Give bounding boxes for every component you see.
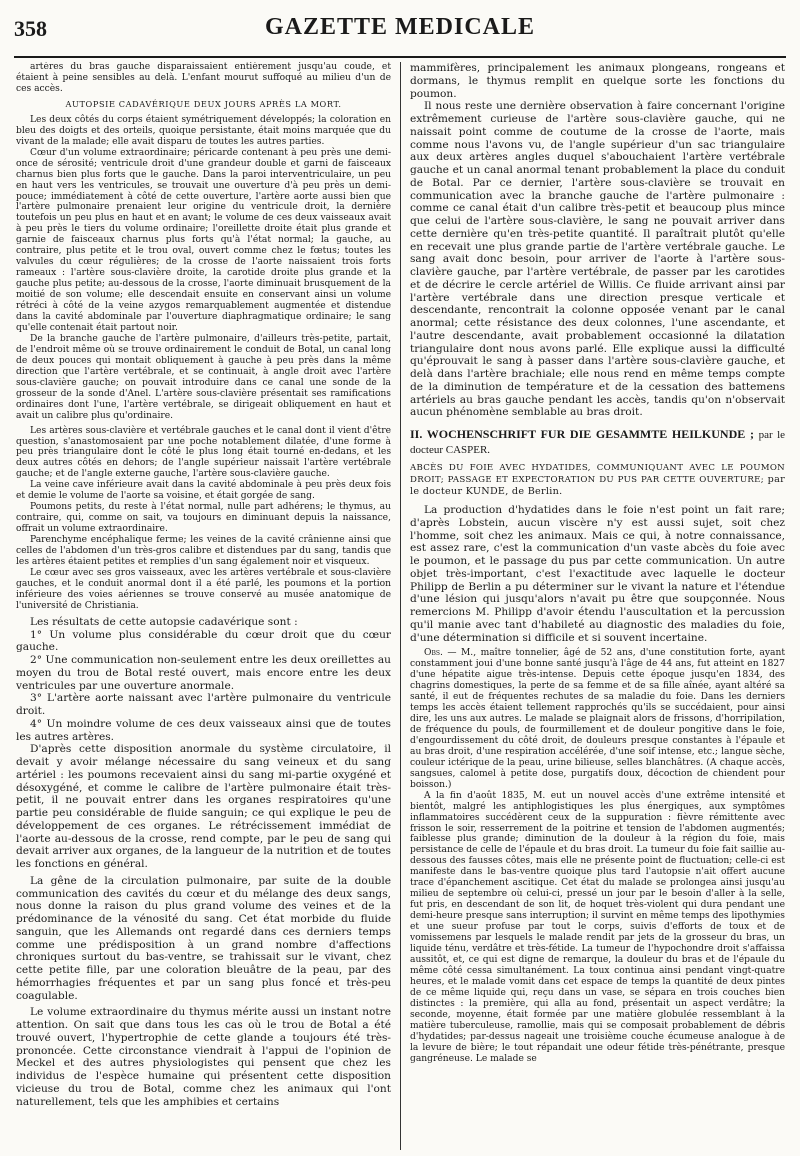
autopsy-paragraph: La veine cave inférieure avait dans la cavité abdominale à peu près deux fois et demie le volume de l'aorte sa voisine, et était gorgée de sang. [16, 480, 391, 502]
intro-paragraph: artères du bras gauche disparaissaient entièrement jusqu'au coude, et étaient à peine sensibles au delà. L'enfant mourut suffoqué au milieu d'un de ces accès. [16, 62, 391, 94]
autopsy-paragraph: Les artères sous-clavière et vertébrale gauches et le canal dont il vient d'être question, s'anastomosaient par une poche notablement dilatée, d'une forme à peu près triangulaire dont le côté le plus long était tourné en-dedans, et les deux autres côtés en dehors; de l'angle supérieur naissait l'artère vertébrale gauche; et de l'angle externe gauche, l'artère sous-clavière gauche. [16, 425, 391, 480]
section-title: II. WOCHENSCHRIFT FUR DIE GESAMMTE HEILKUNDE ; [410, 427, 754, 441]
autopsy-paragraph: Cœur d'un volume extraordinaire; péricarde contenant à peu près une demi-once de sérosité; ventricule droit d'une grandeur double et garni de faisceaux charnus bien plus forts que le gauche. Dans la paroi interventriculaire, un peu en haut vers les ventricules, se trouvait une ouverture d'à peu près un demi-pouce; immédiatement à côté de cette ouverture, l'artère aorte aussi bien que l'artère pulmonaire prenaient leur origine du ventricule droit, la dernière toutefois un peu plus en haut et en avant; le volume de ces deux vaisseaux avait à peu près le tiers du volume ordinaire; l'oreillette droite était plus grande et garnie de faisceaux charnus plus forts qu'à l'état normal; la gauche, au contraire, plus petite et le trou oval, ouvert comme chez le fœtus; toutes les valvules du cœur régulières; de la crosse de l'aorte naissaient trois forts rameaux : l'artère sous-clavière droite, la carotide droite plus grande et la gauche plus petite; au-dessous de la crosse, l'aorte diminuait brusquement de la moitié de son volume; elle descendait ensuite en conservant ainsi un volume rétréci à côté de la veine azygos remarquablement augmentée et distendue dans la cavité abdominale par l'ouverture diaphragmatique ordinaire; le sang qu'elle contenait était partout noir. [16, 147, 391, 333]
header-rule [14, 56, 786, 58]
right-column [410, 62, 785, 1150]
column-divider [400, 62, 401, 1150]
results-intro: Les résultats de cette autopsie cadavérique sont : [30, 615, 298, 628]
autopsy-paragraph: Parenchyme encéphalique ferme; les veines de la cavité crânienne ainsi que celles de l'abdomen d'un très-gros calibre et distendues par du sang, tandis que les artères étaient petites et remplies d'un sang également noir et visqueux. [16, 535, 391, 567]
autopsy-paragraph: Le cœur avec ses gros vaisseaux, avec les artères vertébrale et sous-clavière gauches, et le conduit anormal dont il a été parlé, les poumons et la portion inférieure des voies aériennes se trouve conservé au musée anatomique de l'université de Christiania. [16, 567, 391, 611]
article-intro-paragraph: La production d'hydatides dans le foie n'est point un fait rare; d'après Lobstein, aucun viscère n'y est aussi sujet, soit chez l'homme, soit chez les animaux. Mais ce qui, à notre connaissance, est assez rare, c'est la communication d'un vaste abcès du foie avec le poumon, et le passage du pus par cette communication. Un autre objet très-important, c'est l'exactitude avec laquelle le docteur Philipp de Berlin a pu déterminer sur le vivant la nature et l'étendue d'une lésion qui jusqu'alors n'avait pu être que soupçonnée. Nous remercions M. Philipp d'avoir étendu l'auscultation et la percussion qu'il manie avec tant d'habileté au diagnostic des maladies du foie, d'une détermination si difficile et si souvent incertaine. [410, 504, 785, 644]
autopsy-paragraph: Les deux côtés du corps étaient symétriquement développés; la coloration en bleu des doigts et des orteils, quoique persistante, était moins marquée que du vivant de la malade; elle avait disparu de toutes les autres parties. [16, 114, 391, 147]
discussion-paragraph: La gêne de la circulation pulmonaire, par suite de la double communication des cavités du cœur et du mélange des deux sangs, nous donne la raison du plus grand volume des veines et de la prédominance de la vénosité du sang. Cet état morbide du fluide sanguin, que les Allemands ont regardé dans ces derniers temps comme une prédisposition à un grand nombre d'affections chroniques surtout du bas-ventre, se trahissait sur le vivant, chez cette petite fille, par une coloration bleuâtre de la peau, par des hémorrhagies fréquentes et par un sang plus foncé et très-peu coagulable. [16, 874, 391, 1002]
left-column [16, 62, 391, 1150]
autopsy-paragraph: De la branche gauche de l'artère pulmonaire, d'ailleurs très-petite, partait, de l'endroit même où se trouve ordinairement le conduit de Botal, un canal long de deux pouces qui montait obliquement à gauche à peu près dans la même direction que l'artère vertébrale, et se continuait, à angle droit avec l'artère sous-clavière gauche; on pouvait introduire dans ce canal une sonde de la grosseur de la sonde d'Anel. L'artère sous-clavière présentait ses ramifications ordinaires dont l'une, l'artère vertébrale, se dirigeait obliquement en haut et avait un calibre plus qu'ordinaire. [16, 333, 391, 421]
autopsy-paragraph: Poumons petits, du reste à l'état normal, nulle part adhérens; le thymus, au contraire, qui, comme on sait, va toujours en diminuant depuis la naissance, offrait un volume extraordinaire. [16, 502, 391, 535]
continuation-paragraph: mammifères, principalement les animaux plongeans, rongeans et dormans, le thymus remplit en quelque sorte les fonctions du poumon. [410, 62, 785, 100]
observation-paragraph [410, 648, 785, 790]
page-header [14, 10, 786, 50]
observation-text: — M., maître tonnelier, âgé de 52 ans, d'une constitution forte, ayant constamment joui d'une bonne santé jusqu'à l'âge de 44 ans, fut atteint en 1827 d'une hépatite aigue très-intense. Depuis cette époque jusqu'en 1834, des chagrins domestiques, la perte de sa femme et de sa fille aînée, ayant altéré sa santé, il eut de fréquentes rechutes de sa maladie du foie. Dans les derniers temps les accès étaient tellement rapprochés qu'ils se succédaient, pour ainsi dire, les uns aux autres. Le malade se plaignait alors de frissons, d'horripilation, de fréquence du pouls, de fourmillement et de douleur pongitive dans le foie, d'engourdissement du côté droit, de douleurs presque constantes à l'épaule et au bras droit, d'une respiration accélérée, d'une soif intense, etc.; langue sèche, couleur ictérique de la peau, urine bilieuse, selles blanchâtres. (A chaque accès, sangsues, calomel à petite dose, purgatifs doux, décoction de chiendent pour boisson.) [410, 648, 785, 790]
discussion-paragraph: Le volume extraordinaire du thymus mérite aussi un instant notre attention. On sait que dans tous les cas où le trou de Botal a été trouvé ouvert, l'hypertrophie de cette glande a toujours été très-prononcée. Cette circonstance viendrait à l'appui de l'opinion de Meckel et des autres physiologistes qui pensent que chez les individus de l'espèce humaine qui présentent cette disposition vicieuse du trou de Botal, comme chez les animaux qui l'ont naturellement, tels que les amphibies et certains [16, 1006, 391, 1108]
autopsy-heading: AUTOPSIE CADAVÉRIQUE DEUX JOURS APRÈS LA MORT. [65, 98, 342, 109]
article-subheading [410, 463, 785, 498]
result-item: 3° L'artère aorte naissant avec l'artère pulmonaire du ventricule droit. [16, 692, 391, 717]
section-heading [410, 427, 785, 457]
result-item: 4° Un moindre volume de ces deux vaisseaux ainsi que de toutes les autres artères. [16, 717, 391, 743]
result-item: 2° Une communication non-seulement entre les deux oreillettes au moyen du trou de Botal resté ouvert, mais encore entre les deux ventricules par une ouverture anormale. [16, 654, 391, 692]
observation-label: Obs. [424, 648, 443, 659]
article-subheading-author: par le docteur KUNDE, de Berlin. [410, 474, 785, 497]
discussion-paragraph: D'après cette disposition anormale du système circulatoire, il devait y avoir mélange nécessaire du sang veineux et du sang artériel : les poumons recevaient ainsi du sang mi-partie oxygéné et désoxygéné, et comme le calibre de l'artère pulmonaire était très-petit, il ne pouvait entrer dans les organes respiratoires qu'une partie peu considérable de fluide sanguin; ce qui explique le peu de développement de ces organes. Le rétrécissement immédiat de l'aorte au-dessous de la crosse, rend compte, par le peu de sang qui devait arriver aux organes, de la langueur de la nutrition et de toutes les fonctions en général. [16, 743, 391, 870]
continuation-paragraph: Il nous reste une dernière observation à faire concernant l'origine extrêmement curieuse de l'artère sous-clavière gauche, qui ne naissait point comme de coutume de la crosse de l'aorte, mais comme nous l'avons vu, de l'angle supérieur d'un sac triangulaire aux deux artères angles duquel s'abouchaient l'artère vertébrale gauche et un canal anormal tenant probablement la place du conduit de Botal. Par ce dernier, l'artère sous-clavière se trouvait en communication avec la branche gauche de l'artère pulmonaire : comme ce canal était d'un calibre très-petit et beaucoup plus mince que celui de l'artère sous-clavière, le sang ne pouvait arriver dans cette dernière qu'en très-petite quantité. Il paraîtrait plutôt qu'elle en recevait une plus grande partie de l'artère vertébrale gauche. Le sang avait donc besoin, pour arriver de l'aorte à l'artère sous-clavière gauche, par l'artère vertébrale, de passer par les carotides et de décrire le cercle artériel de Willis. Ce fluide arrivant ainsi par l'artère vertébrale dans une direction presque verticale et descendante, rencontrait la colonne opposée venant par le canal anormal; cette résistance des deux colonnes, l'une ascendante, et l'autre descendante, avait probablement occasionné la dilatation triangulaire dont nous avons parlé. Elle explique aussi la difficulté qu'éprouvait le sang à passer dans l'artère sous-clavière gauche, et delà dans l'artère brachiale; elle nous rend en même temps compte de la diminution de température et de la cessation des battemens artériels au bras gauche pendant les accès, tandis qu'on n'observait aucun phénomène semblable au bras droit. [410, 100, 785, 419]
article-subheading-title: ABCÈS DU FOIE AVEC HYDATIDES, COMMUNIQUANT AVEC LE POUMON DROIT; PASSAGE ET EXPECTORATION DU PUS PAR CETTE OUVERTURE; [410, 463, 785, 485]
result-item: 1° Un volume plus considérable du cœur droit que du cœur gauche. [16, 628, 391, 654]
observation-paragraph: A la fin d'août 1835, M. eut un nouvel accès d'une extrême intensité et bientôt, malgré les antiphlogistiques les plus énergiques, aux symptômes inflammatoires succédèrent ceux de la suppuration : fièvre rémittente avec frisson le soir, resserrement de la poitrine et tension de l'abdomen augmentés; faiblesse plus grande; diminution de la douleur à la région du foie, mais persistance de celle de l'épaule et du bras droit. La tumeur du foie fait saillie au-dessous des fausses côtes, mais elle ne présente point de fluctuation; celle-ci est manifeste dans le bas-ventre quoique plus tard l'autopsie n'ait offert aucune trace d'épanchement ascitique. Cet état du malade se prolongea ainsi jusqu'au milieu de septembre où celui-ci, pressé un jour par le besoin d'aller à la selle, fut pris, en descendant de son lit, de hoquet très-violent qui dura pendant une demi-heure presque sans interruption; il survint en même temps des lipothymies et une sueur profuse par tout le corps, suivis d'efforts de toux et de vomissemens par lesquels le malade rendit par jets de la grosseur du bras, un liquide ténu, verdâtre et très-fétide. La tumeur de l'hypochondre droit s'affaissa aussitôt, et, ce qui est digne de remarque, la douleur du bras et de l'épaule du même côté cessa simultanément. La toux continua ainsi pendant vingt-quatre heures, et le malade vomit dans cet espace de temps la quantité de deux pintes de ce même liquide qui, reçu dans un vase, se sépara en trois couches bien distinctes : la première, qui alla au fond, présentait un aspect verdâtre; la seconde, moyenne, était formée par une matière globulée ressemblant à la matière tuberculeuse, ramollie, mais qui se composait probablement de débris d'hydatides; par-dessus nageait une troisième couche écumeuse analogue à de la levure de bière; le tout répandait une odeur fétide très-pénétrante, presque gangréneuse. Le malade se [410, 790, 785, 1064]
page-number: 358 [14, 16, 47, 41]
section-author: par le docteur CASPER. [410, 429, 785, 456]
journal-title: GAZETTE MEDICALE [264, 14, 536, 40]
